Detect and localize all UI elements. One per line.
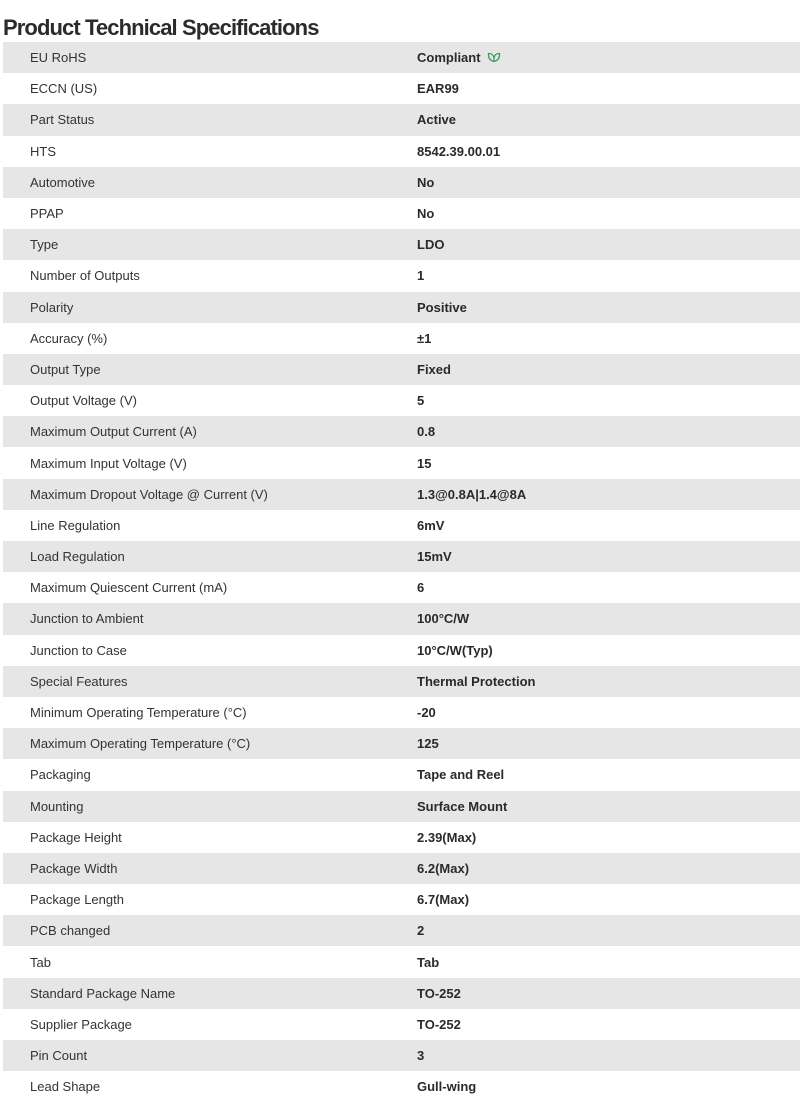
spec-value: 125 bbox=[417, 736, 439, 752]
spec-label: Lead Shape bbox=[30, 1079, 101, 1095]
spec-value: 0.8 bbox=[417, 424, 436, 440]
spec-label: Number of Outputs bbox=[30, 268, 140, 284]
spec-value: 8542.39.00.01 bbox=[417, 143, 501, 159]
spec-label: Supplier Package bbox=[30, 1016, 132, 1032]
table-row bbox=[3, 73, 800, 104]
spec-label: Mounting bbox=[30, 798, 84, 814]
spec-value: 15mV bbox=[417, 549, 452, 565]
table-row bbox=[3, 292, 800, 323]
table-row bbox=[3, 104, 800, 135]
spec-label: Junction to Ambient bbox=[30, 611, 144, 627]
table-row bbox=[3, 136, 800, 167]
spec-label: Polarity bbox=[30, 299, 74, 315]
spec-label: Special Features bbox=[30, 673, 128, 689]
spec-value: Tape and Reel bbox=[417, 767, 505, 783]
spec-table-body bbox=[3, 42, 800, 1102]
table-row bbox=[3, 572, 800, 603]
spec-value: No bbox=[417, 206, 435, 222]
spec-label: Part Status bbox=[30, 112, 95, 128]
table-row bbox=[3, 697, 800, 728]
spec-label: Maximum Operating Temperature (°C) bbox=[30, 736, 251, 752]
table-row bbox=[3, 759, 800, 790]
spec-value: TO-252 bbox=[417, 1016, 461, 1032]
spec-label: Package Width bbox=[30, 860, 118, 876]
spec-label: Minimum Operating Temperature (°C) bbox=[30, 705, 247, 721]
table-row bbox=[3, 666, 800, 697]
spec-label: Packaging bbox=[30, 767, 91, 783]
table-row bbox=[3, 354, 800, 385]
spec-value: 6.2(Max) bbox=[417, 860, 470, 876]
table-row bbox=[3, 884, 800, 915]
spec-value: Positive bbox=[417, 299, 467, 315]
spec-label: Maximum Quiescent Current (mA) bbox=[30, 580, 228, 596]
spec-value: 6 bbox=[417, 580, 425, 596]
table-row bbox=[3, 416, 800, 447]
table-row bbox=[3, 915, 800, 946]
table-row bbox=[3, 260, 800, 291]
spec-label: Package Height bbox=[30, 829, 122, 845]
spec-label: ECCN (US) bbox=[30, 81, 98, 97]
table-row bbox=[3, 791, 800, 822]
spec-value: Active bbox=[417, 112, 457, 128]
spec-label: Junction to Case bbox=[30, 642, 127, 658]
spec-label: Load Regulation bbox=[30, 549, 125, 565]
spec-label: Standard Package Name bbox=[30, 985, 176, 1001]
spec-value: 2 bbox=[417, 923, 425, 939]
spec-value: -20 bbox=[417, 705, 436, 721]
spec-value: 100°C/W bbox=[417, 611, 470, 627]
spec-label: Tab bbox=[30, 954, 51, 970]
spec-value: Surface Mount bbox=[417, 798, 508, 814]
spec-label: Package Length bbox=[30, 892, 124, 908]
spec-label: EU RoHS bbox=[30, 50, 87, 66]
spec-value: 1.3@0.8A|1.4@8A bbox=[417, 486, 527, 502]
spec-value: 10°C/W(Typ) bbox=[417, 642, 493, 658]
spec-value: 3 bbox=[417, 1048, 425, 1064]
spec-value: Tab bbox=[417, 954, 440, 970]
spec-value: Fixed bbox=[417, 361, 451, 377]
table-row bbox=[3, 946, 800, 977]
spec-label: Accuracy (%) bbox=[30, 330, 108, 346]
spec-value: 6mV bbox=[417, 517, 445, 533]
table-row bbox=[3, 1009, 800, 1040]
spec-label: Line Regulation bbox=[30, 517, 121, 533]
spec-value: No bbox=[417, 174, 435, 190]
spec-value: Compliant bbox=[417, 50, 481, 66]
table-row bbox=[3, 447, 800, 478]
table-row bbox=[3, 603, 800, 634]
table-row bbox=[3, 385, 800, 416]
spec-label: Maximum Dropout Voltage @ Current (V) bbox=[30, 486, 268, 502]
spec-value: 5 bbox=[417, 393, 425, 409]
table-row bbox=[3, 853, 800, 884]
page-title: Product Technical Specifications bbox=[3, 14, 319, 40]
spec-value: EAR99 bbox=[417, 81, 459, 97]
spec-value: 6.7(Max) bbox=[417, 892, 470, 908]
table-row bbox=[3, 822, 800, 853]
table-row bbox=[3, 479, 800, 510]
table-row bbox=[3, 323, 800, 354]
spec-label: PCB changed bbox=[30, 923, 111, 939]
spec-value: Gull-wing bbox=[417, 1079, 477, 1095]
spec-label: Automotive bbox=[30, 174, 96, 190]
spec-label: Output Voltage (V) bbox=[30, 393, 137, 409]
table-row bbox=[3, 635, 800, 666]
spec-value: ±1 bbox=[417, 330, 432, 346]
spec-value-cell bbox=[417, 42, 800, 73]
spec-table bbox=[3, 42, 800, 1102]
table-row bbox=[3, 1040, 800, 1071]
spec-value: 15 bbox=[417, 455, 432, 471]
spec-value: 1 bbox=[417, 268, 425, 284]
leaf-icon bbox=[487, 51, 501, 63]
table-row bbox=[3, 541, 800, 572]
spec-label: Maximum Input Voltage (V) bbox=[30, 455, 187, 471]
spec-value: LDO bbox=[417, 237, 445, 253]
spec-label: HTS bbox=[30, 143, 56, 159]
spec-value: Thermal Protection bbox=[417, 673, 536, 689]
table-row bbox=[3, 510, 800, 541]
table-row bbox=[3, 42, 800, 73]
spec-label: Pin Count bbox=[30, 1048, 88, 1064]
spec-label: PPAP bbox=[30, 206, 64, 222]
table-row bbox=[3, 978, 800, 1009]
table-row bbox=[3, 167, 800, 198]
table-row bbox=[3, 229, 800, 260]
spec-label: Output Type bbox=[30, 361, 101, 377]
spec-label: Type bbox=[30, 237, 59, 253]
spec-value: 2.39(Max) bbox=[417, 829, 477, 845]
table-row bbox=[3, 198, 800, 229]
spec-label: Maximum Output Current (A) bbox=[30, 424, 197, 440]
table-row bbox=[3, 728, 800, 759]
spec-value: TO-252 bbox=[417, 985, 461, 1001]
table-row bbox=[3, 1071, 800, 1102]
